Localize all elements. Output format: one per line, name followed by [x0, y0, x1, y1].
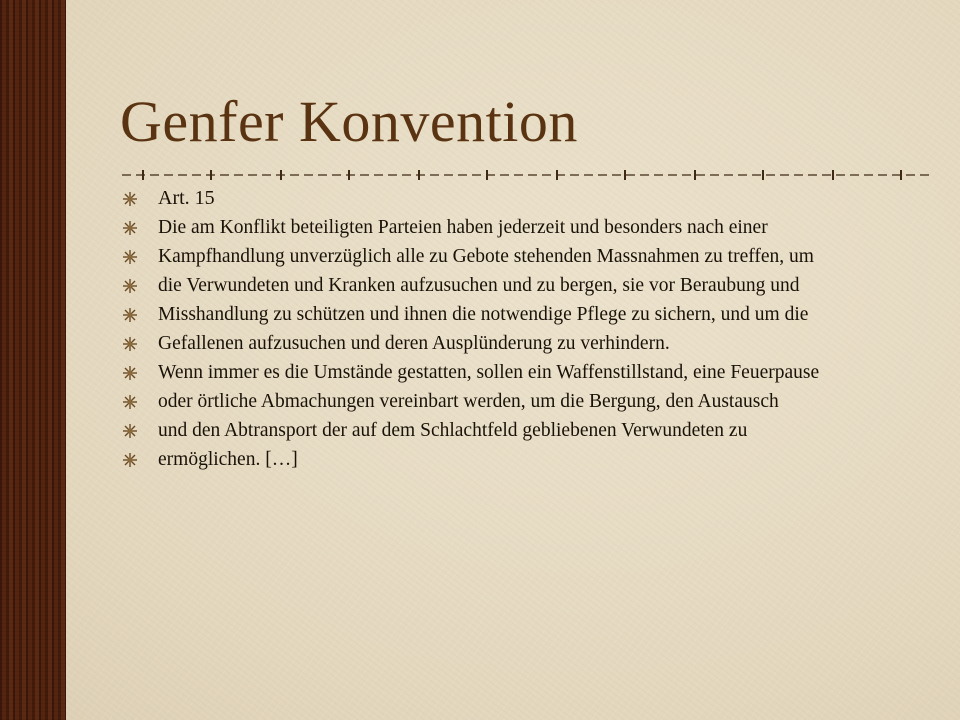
bullet-text: Misshandlung zu schützen und ihnen die notwendige Pflege zu sichern, und um die [158, 304, 809, 325]
bullet-text: ermöglichen. […] [158, 449, 298, 470]
bullet-item [120, 449, 920, 470]
bullet-item [120, 362, 920, 383]
bullet-item [120, 420, 920, 441]
decorative-wood-stripe [0, 0, 66, 720]
bullet-text: und den Abtransport der auf dem Schlachtfeld gebliebenen Verwundeten zu [158, 420, 748, 441]
bullet-item [120, 217, 920, 238]
star-cross-bullet-icon [122, 452, 138, 468]
star-cross-bullet-icon [122, 220, 138, 236]
bullet-text: oder örtliche Abmachungen vereinbart werden, um die Bergung, den Austausch [158, 391, 779, 412]
star-cross-bullet-icon [122, 278, 138, 294]
bullet-item [120, 188, 920, 209]
star-cross-bullet-icon [122, 307, 138, 323]
star-cross-bullet-icon [122, 336, 138, 352]
star-cross-bullet-icon [122, 249, 138, 265]
bullet-text: Kampfhandlung unverzüglich alle zu Gebote stehenden Massnahmen zu treffen, um [158, 246, 814, 267]
star-cross-bullet-icon [122, 365, 138, 381]
bullet-item [120, 333, 920, 354]
star-cross-bullet-icon [122, 191, 138, 207]
title-divider [122, 168, 934, 182]
bullet-text: Art. 15 [158, 187, 215, 209]
bullet-item [120, 246, 920, 267]
bullet-item [120, 275, 920, 296]
bullet-item [120, 391, 920, 412]
bullet-text: die Verwundeten und Kranken aufzusuchen und zu bergen, sie vor Beraubung und [158, 275, 800, 296]
bullet-text: Gefallenen aufzusuchen und deren Ausplünderung zu verhindern. [158, 333, 670, 354]
bullet-list [120, 188, 920, 478]
bullet-text: Die am Konflikt beteiligten Parteien haben jederzeit und besonders nach einer [158, 217, 768, 238]
star-cross-bullet-icon [122, 423, 138, 439]
bullet-text: Wenn immer es die Umstände gestatten, sollen ein Waffenstillstand, eine Feuerpause [158, 362, 820, 383]
bullet-item [120, 304, 920, 325]
slide-title: Genfer Konvention [120, 89, 578, 154]
star-cross-bullet-icon [122, 394, 138, 410]
